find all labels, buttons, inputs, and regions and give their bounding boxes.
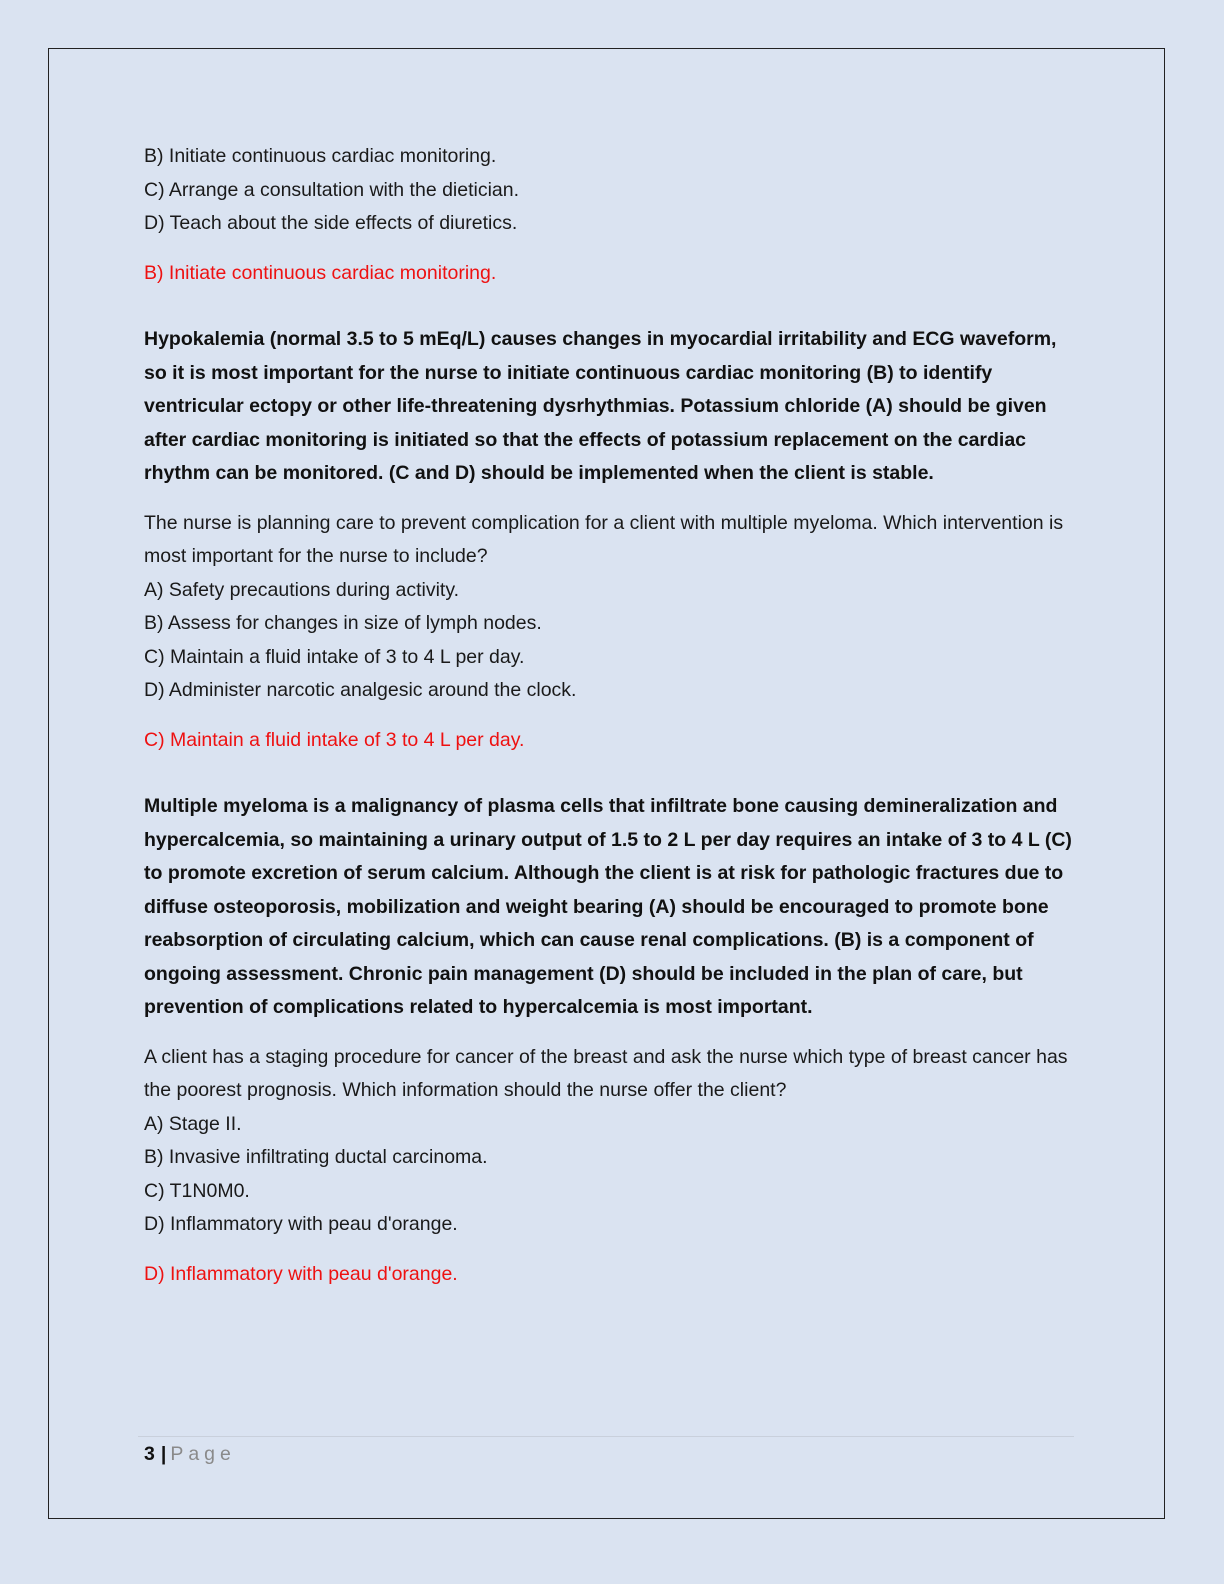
option-b: B) Assess for changes in size of lymph nodes. bbox=[144, 612, 542, 634]
question-3-stem: A client has a staging procedure for cancer of the breast and ask the nurse which type of breast cancer has the poorest prognosis. Which information should the nurse offer the client? bbox=[144, 1045, 1068, 1101]
option-a: A) Safety precautions during activity. bbox=[144, 578, 460, 601]
question-2-options bbox=[144, 574, 1074, 708]
page-number: 3 bbox=[144, 1443, 155, 1465]
option-c: C) Arrange a consultation with the dietician. bbox=[144, 178, 520, 201]
question-1-answer: B) Initiate continuous cardiac monitoring. bbox=[144, 261, 497, 284]
question-2-answer: C) Maintain a fluid intake of 3 to 4 L per day. bbox=[144, 728, 525, 751]
document-body bbox=[144, 140, 1074, 1291]
option-c: C) Maintain a fluid intake of 3 to 4 L per day. bbox=[144, 645, 525, 668]
question-3-options bbox=[144, 1108, 1074, 1242]
option-d: D) Inflammatory with peau d'orange. bbox=[144, 1213, 458, 1235]
option-b: B) Invasive infiltrating ductal carcinoma. bbox=[144, 1146, 488, 1168]
question-1-rationale: Hypokalemia (normal 3.5 to 5 mEq/L) causes changes in myocardial irritability and ECG waveform, so it is most important for the nurse to initiate continuous cardiac monitoring (B) to identify ventricular ectopy or other life-threatening dysrhythmias. Potassium chloride (A) should be given after cardiac monitoring is initiated so that the effects of potassium replacement on the cardiac rhythm can be monitored. (C and D) should be implemented when the client is stable. bbox=[144, 328, 1057, 484]
question-2-rationale: Multiple myeloma is a malignancy of plasma cells that infiltrate bone causing demineralization and hypercalcemia, so maintaining a urinary output of 1.5 to 2 L per day requires an intake of 3 to 4 L (C) to promote excretion of serum calcium. Although the client is at risk for pathologic fractures due to diffuse osteoporosis, mobilization and weight bearing (A) should be encouraged to promote bone reabsorption of circulating calcium, which can cause renal complications. (B) is a component of ongoing assessment. Chronic pain management (D) should be included in the plan of care, but prevention of complications related to hypercalcemia is most important. bbox=[144, 795, 1072, 1018]
option-a: A) Stage II. bbox=[144, 1112, 242, 1135]
page-label: Page bbox=[170, 1443, 236, 1465]
footer-divider bbox=[138, 1436, 1074, 1437]
option-b: B) Initiate continuous cardiac monitoring. bbox=[144, 145, 497, 167]
question-2-stem: The nurse is planning care to prevent complication for a client with multiple myeloma. Which intervention is most important for the nurse to include? bbox=[144, 511, 1064, 567]
page-footer bbox=[144, 1440, 236, 1468]
question-3-answer: D) Inflammatory with peau d'orange. bbox=[144, 1262, 458, 1285]
option-d: D) Administer narcotic analgesic around the clock. bbox=[144, 679, 577, 701]
footer-separator: | bbox=[160, 1443, 167, 1465]
option-c: C) T1N0M0. bbox=[144, 1179, 250, 1202]
option-d: D) Teach about the side effects of diuretics. bbox=[144, 212, 518, 234]
question-1-options bbox=[144, 140, 1074, 241]
